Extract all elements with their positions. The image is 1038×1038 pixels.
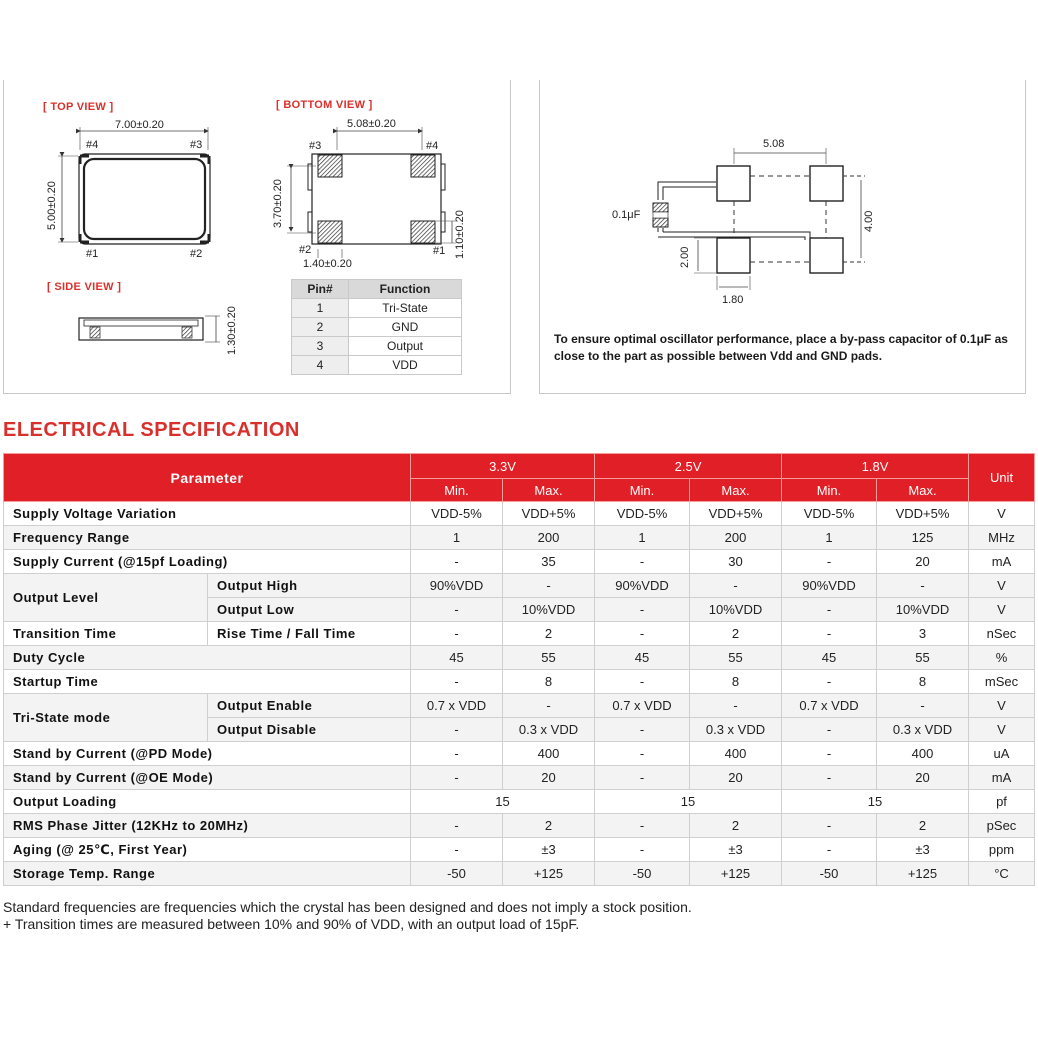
table-row: RMS Phase Jitter (12KHz to 20MHz) - 2 - 2 - 2 pSec — [4, 814, 1035, 838]
function-header: Function — [349, 280, 462, 299]
voltage-header-3v3: 3.3V — [411, 454, 595, 479]
table-row: Stand by Current (@PD Mode) - 400 - 400 - 400 uA — [4, 742, 1035, 766]
footprint-height-dim: 4.00 — [863, 210, 875, 232]
table-row: Stand by Current (@OE Mode) - 20 - 20 - 20 mA — [4, 766, 1035, 790]
top-pin-3: #3 — [190, 139, 203, 151]
footnote-transition-times: + Transition times are measured between 10% and 90% of VDD, with an output load of 15pF. — [3, 916, 580, 932]
top-pin-4: #4 — [86, 139, 99, 151]
side-view-label: [ SIDE VIEW ] — [47, 281, 122, 293]
bottom-height-dim: 3.70±0.20 — [272, 179, 284, 228]
side-view-drawing — [79, 316, 220, 342]
top-width-dim: 7.00±0.20 — [115, 119, 164, 131]
table-row: Frequency Range 1 200 1 200 1 125 MHz — [4, 526, 1035, 550]
top-pin-1: #1 — [86, 248, 99, 260]
footprint-pad-height-dim: 2.00 — [679, 246, 691, 268]
bottom-pad-height-dim: 1.10±0.20 — [454, 210, 466, 259]
side-height-dim: 1.30±0.20 — [226, 306, 238, 355]
table-row: Output Disable - 0.3 x VDD - 0.3 x VDD - 0.3 x VDD V — [4, 718, 1035, 742]
unit-header: Unit — [969, 454, 1035, 502]
table-row: Startup Time - 8 - 8 - 8 mSec — [4, 670, 1035, 694]
voltage-header-1v8: 1.8V — [782, 454, 969, 479]
table-row: Output Low - 10%VDD - 10%VDD - 10%VDD V — [4, 598, 1035, 622]
footnotes — [3, 899, 692, 933]
table-row: Supply Current (@15pf Loading) - 35 - 30 - 20 mA — [4, 550, 1035, 574]
bottom-pitch-dim: 5.08±0.20 — [347, 118, 396, 130]
max-header: Max. — [503, 479, 595, 502]
table-row: Storage Temp. Range -50 +125 -50 +125 -50 +125 °C — [4, 862, 1035, 886]
table-row: Output Loading 15 15 15 pf — [4, 790, 1035, 814]
pin-function-table — [291, 279, 462, 375]
table-row: Transition Time Rise Time / Fall Time - 2 - 2 - 3 nSec — [4, 622, 1035, 646]
bottom-view-label: [ BOTTOM VIEW ] — [276, 99, 373, 111]
electrical-spec-table — [3, 453, 1035, 886]
min-header: Min. — [595, 479, 690, 502]
top-pin-2: #2 — [190, 248, 203, 260]
table-row: Aging (@ 25℃, First Year) - ±3 - ±3 - ±3 ppm — [4, 838, 1035, 862]
bypass-capacitor-note: To ensure optimal oscillator performance, place a by-pass capacitor of 0.1μF as close to the part as possible between Vdd and GND pads. — [554, 332, 1008, 363]
top-height-dim: 5.00±0.20 — [46, 181, 58, 230]
table-row: 2 GND — [292, 318, 462, 337]
bottom-pin-1: #1 — [433, 245, 446, 257]
voltage-header-2v5: 2.5V — [595, 454, 782, 479]
footprint-pitch-dim: 5.08 — [763, 138, 785, 150]
max-header: Max. — [690, 479, 782, 502]
table-row: 3 Output — [292, 337, 462, 356]
bottom-pin-2: #2 — [299, 244, 312, 256]
bottom-pin-3: #3 — [309, 140, 322, 152]
parameter-header: Parameter — [4, 454, 411, 502]
footprint-pad-width-dim: 1.80 — [722, 294, 744, 306]
min-header: Min. — [411, 479, 503, 502]
table-row: 4 VDD — [292, 356, 462, 375]
max-header: Max. — [877, 479, 969, 502]
table-row: Output Level Output High 90%VDD - 90%VDD - 90%VDD - V — [4, 574, 1035, 598]
top-view-label: [ TOP VIEW ] — [43, 101, 114, 113]
min-header: Min. — [782, 479, 877, 502]
footnote-standard-frequencies: Standard frequencies are frequencies which the crystal has been designed and does not imply a stock position. — [3, 899, 692, 915]
table-row: Tri-State mode Output Enable 0.7 x VDD - 0.7 x VDD - 0.7 x VDD - V — [4, 694, 1035, 718]
table-row: 1 Tri-State — [292, 299, 462, 318]
bottom-pad-width-dim: 1.40±0.20 — [303, 258, 352, 270]
pin-header: Pin# — [292, 280, 349, 299]
table-row: Duty Cycle 45 55 45 55 45 55 % — [4, 646, 1035, 670]
top-view-drawing — [58, 127, 210, 244]
bottom-pin-4: #4 — [426, 140, 439, 152]
table-row: Supply Voltage Variation VDD-5% VDD+5% VDD-5% VDD+5% VDD-5% VDD+5% V — [4, 502, 1035, 526]
section-title: ELECTRICAL SPECIFICATION — [3, 419, 300, 441]
capacitor-label: 0.1μF — [612, 209, 641, 221]
